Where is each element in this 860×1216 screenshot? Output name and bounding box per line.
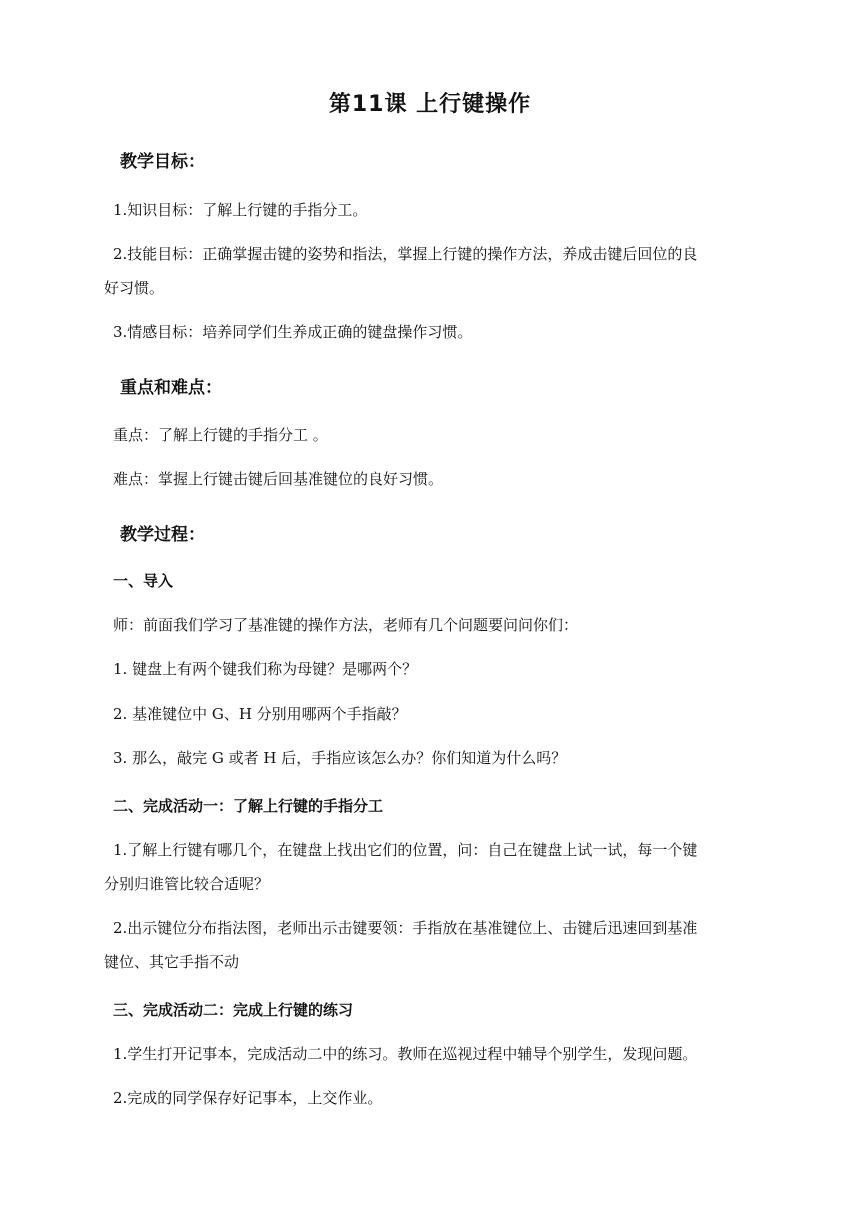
- part2-paragraph-1-line1: 1.了解上行键有哪几个，在键盘上找出它们的位置，问：自己在键盘上试一试，每一个键: [113, 841, 698, 859]
- part3-heading: 三、完成活动二：完成上行键的练习: [113, 1001, 354, 1019]
- part2-heading: 二、完成活动一：了解上行键的手指分工: [113, 797, 384, 815]
- part1-question-1: 1. 键盘上有两个键我们称为母键？是哪两个？: [113, 660, 418, 678]
- part2-paragraph-1-line2: 分别归谁管比较合适呢？: [104, 875, 270, 893]
- part2-paragraph-2-line1: 2.出示键位分布指法图，老师出示击键要领：手指放在基准键位上、击键后迅速回到基准: [113, 919, 698, 937]
- process-heading: 教学过程：: [120, 525, 205, 545]
- goal-2-line2: 好习惯。: [104, 279, 165, 297]
- key-difficult-heading: 重点和难点：: [120, 378, 222, 398]
- part1-question-3: 3. 那么，敲完 G 或者 H 后，手指应该怎么办？你们知道为什么吗？: [113, 749, 567, 767]
- difficult-point: 难点：掌握上行键击键后回基准键位的良好习惯。: [113, 470, 444, 488]
- goals-heading: 教学目标：: [120, 152, 205, 172]
- part3-paragraph-2: 2.完成的同学保存好记事本，上交作业。: [113, 1089, 383, 1107]
- goal-2-line1: 2.技能目标：正确掌握击键的姿势和指法，掌握上行键的操作方法，养成击键后回位的良: [113, 245, 698, 263]
- part3-paragraph-1: 1.学生打开记事本，完成活动二中的练习。教师在巡视过程中辅导个别学生，发现问题。: [113, 1045, 698, 1063]
- part2-paragraph-2-line2: 键位、其它手指不动: [104, 953, 240, 971]
- goal-1: 1.知识目标：了解上行键的手指分工。: [113, 201, 368, 219]
- key-point: 重点：了解上行键的手指分工 。: [113, 426, 328, 444]
- goal-3: 3.情感目标：培养同学们生养成正确的键盘操作习惯。: [113, 323, 473, 341]
- document-title: 第11课 上行键操作: [328, 92, 532, 117]
- part1-heading: 一、导入: [113, 572, 174, 590]
- part1-intro: 师：前面我们学习了基准键的操作方法，老师有几个问题要问问你们：: [113, 616, 579, 634]
- part1-question-2: 2. 基准键位中 G、H 分别用哪两个手指敲？: [113, 705, 407, 723]
